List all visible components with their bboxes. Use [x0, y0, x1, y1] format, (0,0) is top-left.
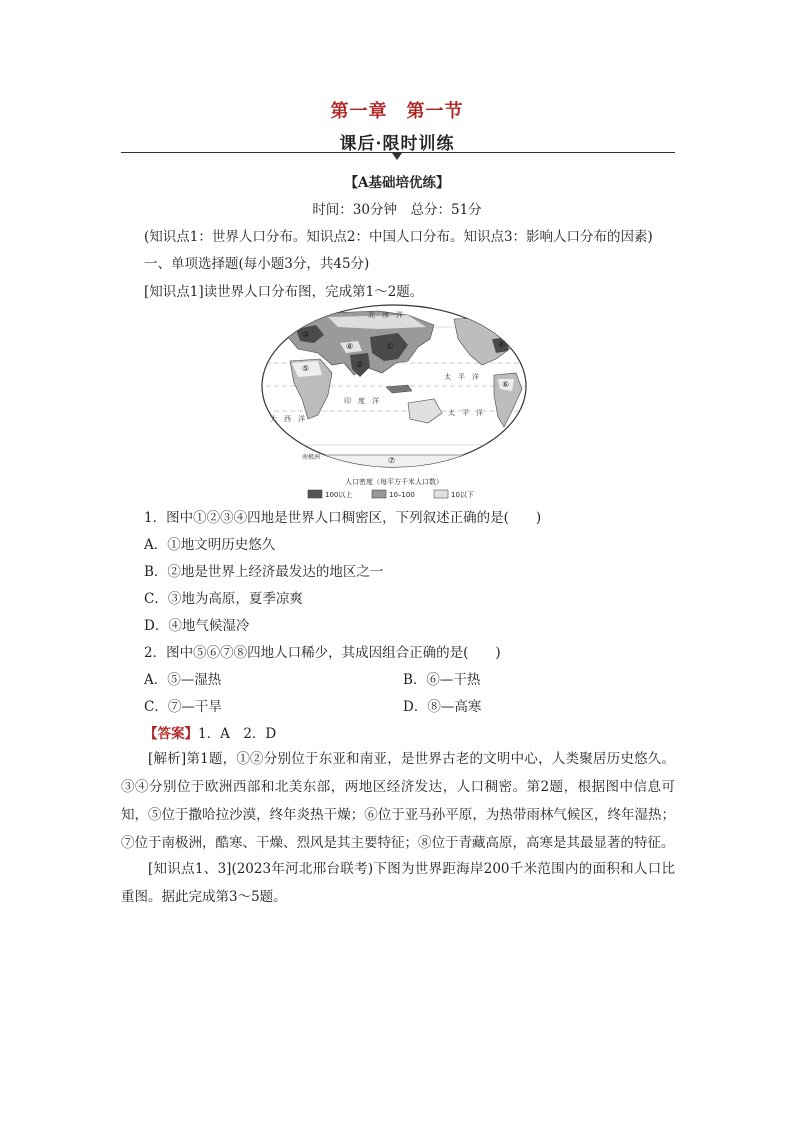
header-rule-marker: [392, 153, 402, 160]
question-3-5-intro: [知识点1、3](2023年河北邢台联考)下图为世界距海岸200千米范围内的面积和人口比重图。据此完成第3～5题。: [121, 861, 675, 905]
question-2-option-a: A．⑤—湿热: [144, 672, 222, 688]
marker-5: ⑤: [302, 364, 310, 373]
marker-4: ④: [498, 340, 506, 349]
answer-label: 【答案】: [144, 726, 198, 742]
question-2-option-b: B．⑥—干热: [403, 672, 481, 688]
question-intro: [知识点1]读世界人口分布图，完成第1～2题。: [144, 284, 424, 300]
question-1-option-c: C．③地为高原，夏季凉爽: [144, 591, 303, 607]
legend-label-mid: 10–100: [389, 491, 415, 499]
marker-7: ⑦: [388, 456, 396, 465]
world-population-map: [258, 303, 530, 505]
legend-title: 人口密度（每平方千米人口数）: [345, 478, 443, 486]
answer-line: [144, 724, 276, 744]
arctic-ocean-label: 北 冰 洋: [368, 311, 403, 319]
map-figure: [258, 303, 530, 505]
marker-6: ⑥: [502, 380, 510, 389]
legend-swatch-high: [308, 490, 322, 498]
answer-text: 1．A 2．D: [198, 726, 277, 742]
pacific-ocean-label: 太 平 洋: [444, 373, 479, 381]
question-1-option-d: D．④地气候湿冷: [144, 618, 250, 634]
antarctica-label: 南极洲: [302, 454, 321, 461]
legend-swatch-low: [434, 490, 448, 498]
section-title: 【A基础培优练】: [344, 175, 450, 191]
question-1-option-b: B．②地是世界上经济最发达的地区之一: [144, 564, 384, 580]
analysis-paragraph: [解析]第1题，①②分别位于东亚和南亚，是世界古老的文明中心，人类聚居历史悠久。③④分别位于欧洲西部和北美东部，两地区经济发达，人口稠密。第2题，根据图中信息可知，⑤位于撒哈拉沙漠，终年炎热干燥；⑥位于亚马孙平原，为热带雨林气候区，终年湿热；⑦位于南极洲，酷寒、干燥、烈风是其主要特征；⑧位于青藏高原，高寒是其最显著的特征。: [121, 751, 675, 851]
indian-ocean-label: 印 度 洋: [344, 397, 379, 405]
question-1-option-a: A．①地文明历史悠久: [144, 537, 276, 553]
question-2-option-c: C．⑦—干旱: [144, 699, 222, 715]
chapter-title: 第一章 第一节: [330, 101, 464, 122]
question-1-stem: 1．图中①②③④四地是世界人口稠密区，下列叙述正确的是( ): [144, 510, 542, 526]
question-2-stem: 2．图中⑤⑥⑦⑧四地人口稀少，其成因组合正确的是( ): [144, 645, 501, 661]
part-heading: 一、单项选择题(每小题3分，共45分): [144, 256, 370, 272]
legend-swatch-mid: [372, 490, 386, 498]
legend-label-high: 100以上: [325, 491, 353, 499]
atlantic-ocean-label: 大 西 洋: [270, 415, 305, 423]
marker-2: ②: [356, 360, 364, 369]
question-2-option-d: D．⑧—高寒: [403, 699, 482, 715]
pacific-ocean-east-label: 太 平 洋: [448, 409, 483, 417]
knowledge-points: (知识点1：世界人口分布。知识点2：中国人口分布。知识点3：影响人口分布的因素): [144, 229, 653, 245]
marker-8: ⑧: [346, 342, 354, 351]
marker-1: ①: [386, 342, 394, 351]
legend-label-low: 10以下: [451, 491, 474, 499]
time-score: 时间：30分钟 总分：51分: [312, 202, 482, 218]
marker-3: ③: [302, 330, 310, 339]
page-subtitle: 课后·限时训练: [339, 134, 455, 154]
